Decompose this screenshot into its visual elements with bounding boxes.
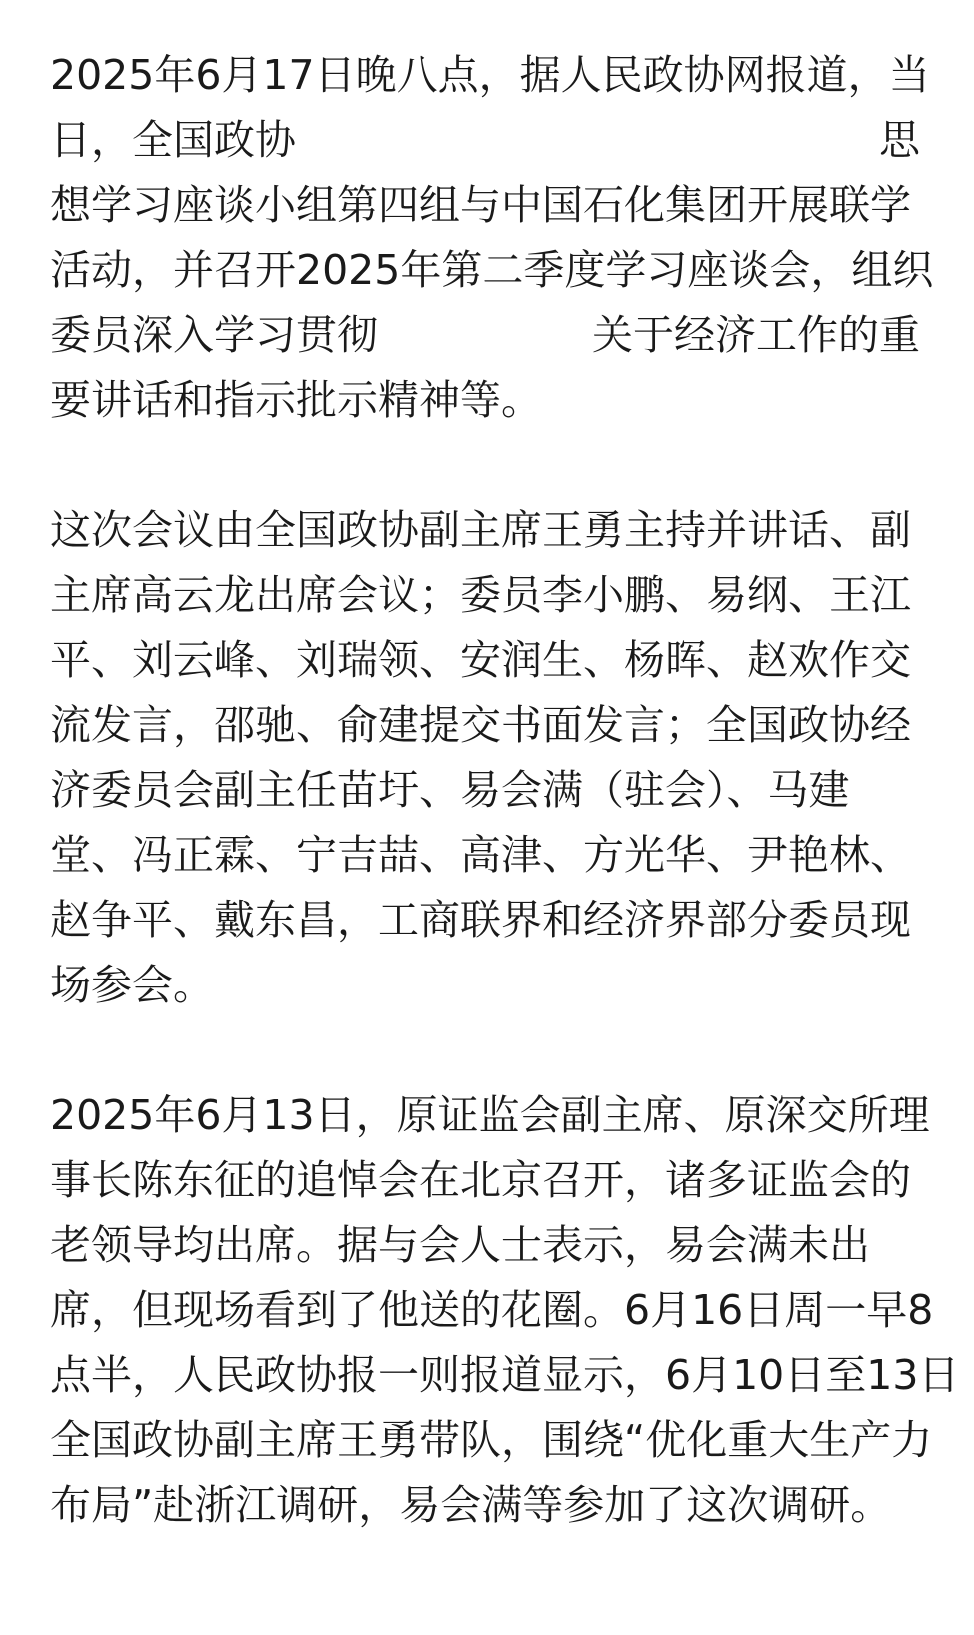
text-line: 席，但现场看到了他送的花圈。6月16日周一早8 — [50, 1286, 934, 1334]
text-line: 想学习座谈小组第四组与中国石化集团开展联学 — [50, 181, 911, 229]
text-segment: 思 — [879, 116, 920, 164]
text-line-redacted — [50, 303, 920, 368]
text-segment: 委员深入学习贯彻 — [50, 311, 378, 359]
text-line: 点半，人民政协报一则报道显示，6月10日至13日 — [50, 1351, 960, 1399]
text-line: 流发言，邵驰、俞建提交书面发言；全国政协经 — [50, 701, 911, 749]
text-line: 2025年6月13日，原证监会副主席、原深交所理 — [50, 1091, 930, 1139]
text-line-redacted — [50, 108, 920, 173]
text-line: 平、刘云峰、刘瑞领、安润生、杨晖、赵欢作交 — [50, 636, 911, 684]
text-line: 2025年6月17日晚八点，据人民政协网报道，当 — [50, 51, 930, 99]
text-segment: 日，全国政协 — [50, 116, 296, 164]
text-line: 堂、冯正霖、宁吉喆、高津、方光华、尹艳林、 — [50, 831, 911, 879]
text-line: 济委员会副主任苗圩、易会满（驻会）、马建 — [50, 766, 850, 814]
article-body — [50, 43, 960, 1538]
text-line: 要讲话和指示批示精神等。 — [50, 376, 542, 424]
text-line: 场参会。 — [50, 961, 214, 1009]
text-line: 赵争平、戴东昌，工商联界和经济界部分委员现 — [50, 896, 911, 944]
text-line: 主席高云龙出席会议；委员李小鹏、易纲、王江 — [50, 571, 911, 619]
text-line: 事长陈东征的追悼会在北京召开，诸多证监会的 — [50, 1156, 911, 1204]
paragraph-3 — [50, 1083, 960, 1538]
text-line: 这次会议由全国政协副主席王勇主持并讲话、副 — [50, 506, 911, 554]
text-segment: 关于经济工作的重 — [592, 311, 920, 359]
text-line: 活动，并召开2025年第二季度学习座谈会，组织 — [50, 246, 934, 294]
text-line: 布局”赴浙江调研，易会满等参加了这次调研。 — [50, 1481, 892, 1529]
text-line: 全国政协副主席王勇带队，围绕“优化重大生产力 — [50, 1416, 933, 1464]
paragraph-1 — [50, 43, 934, 433]
paragraph-2 — [50, 498, 920, 1018]
text-line: 老领导均出席。据与会人士表示，易会满未出 — [50, 1221, 870, 1269]
